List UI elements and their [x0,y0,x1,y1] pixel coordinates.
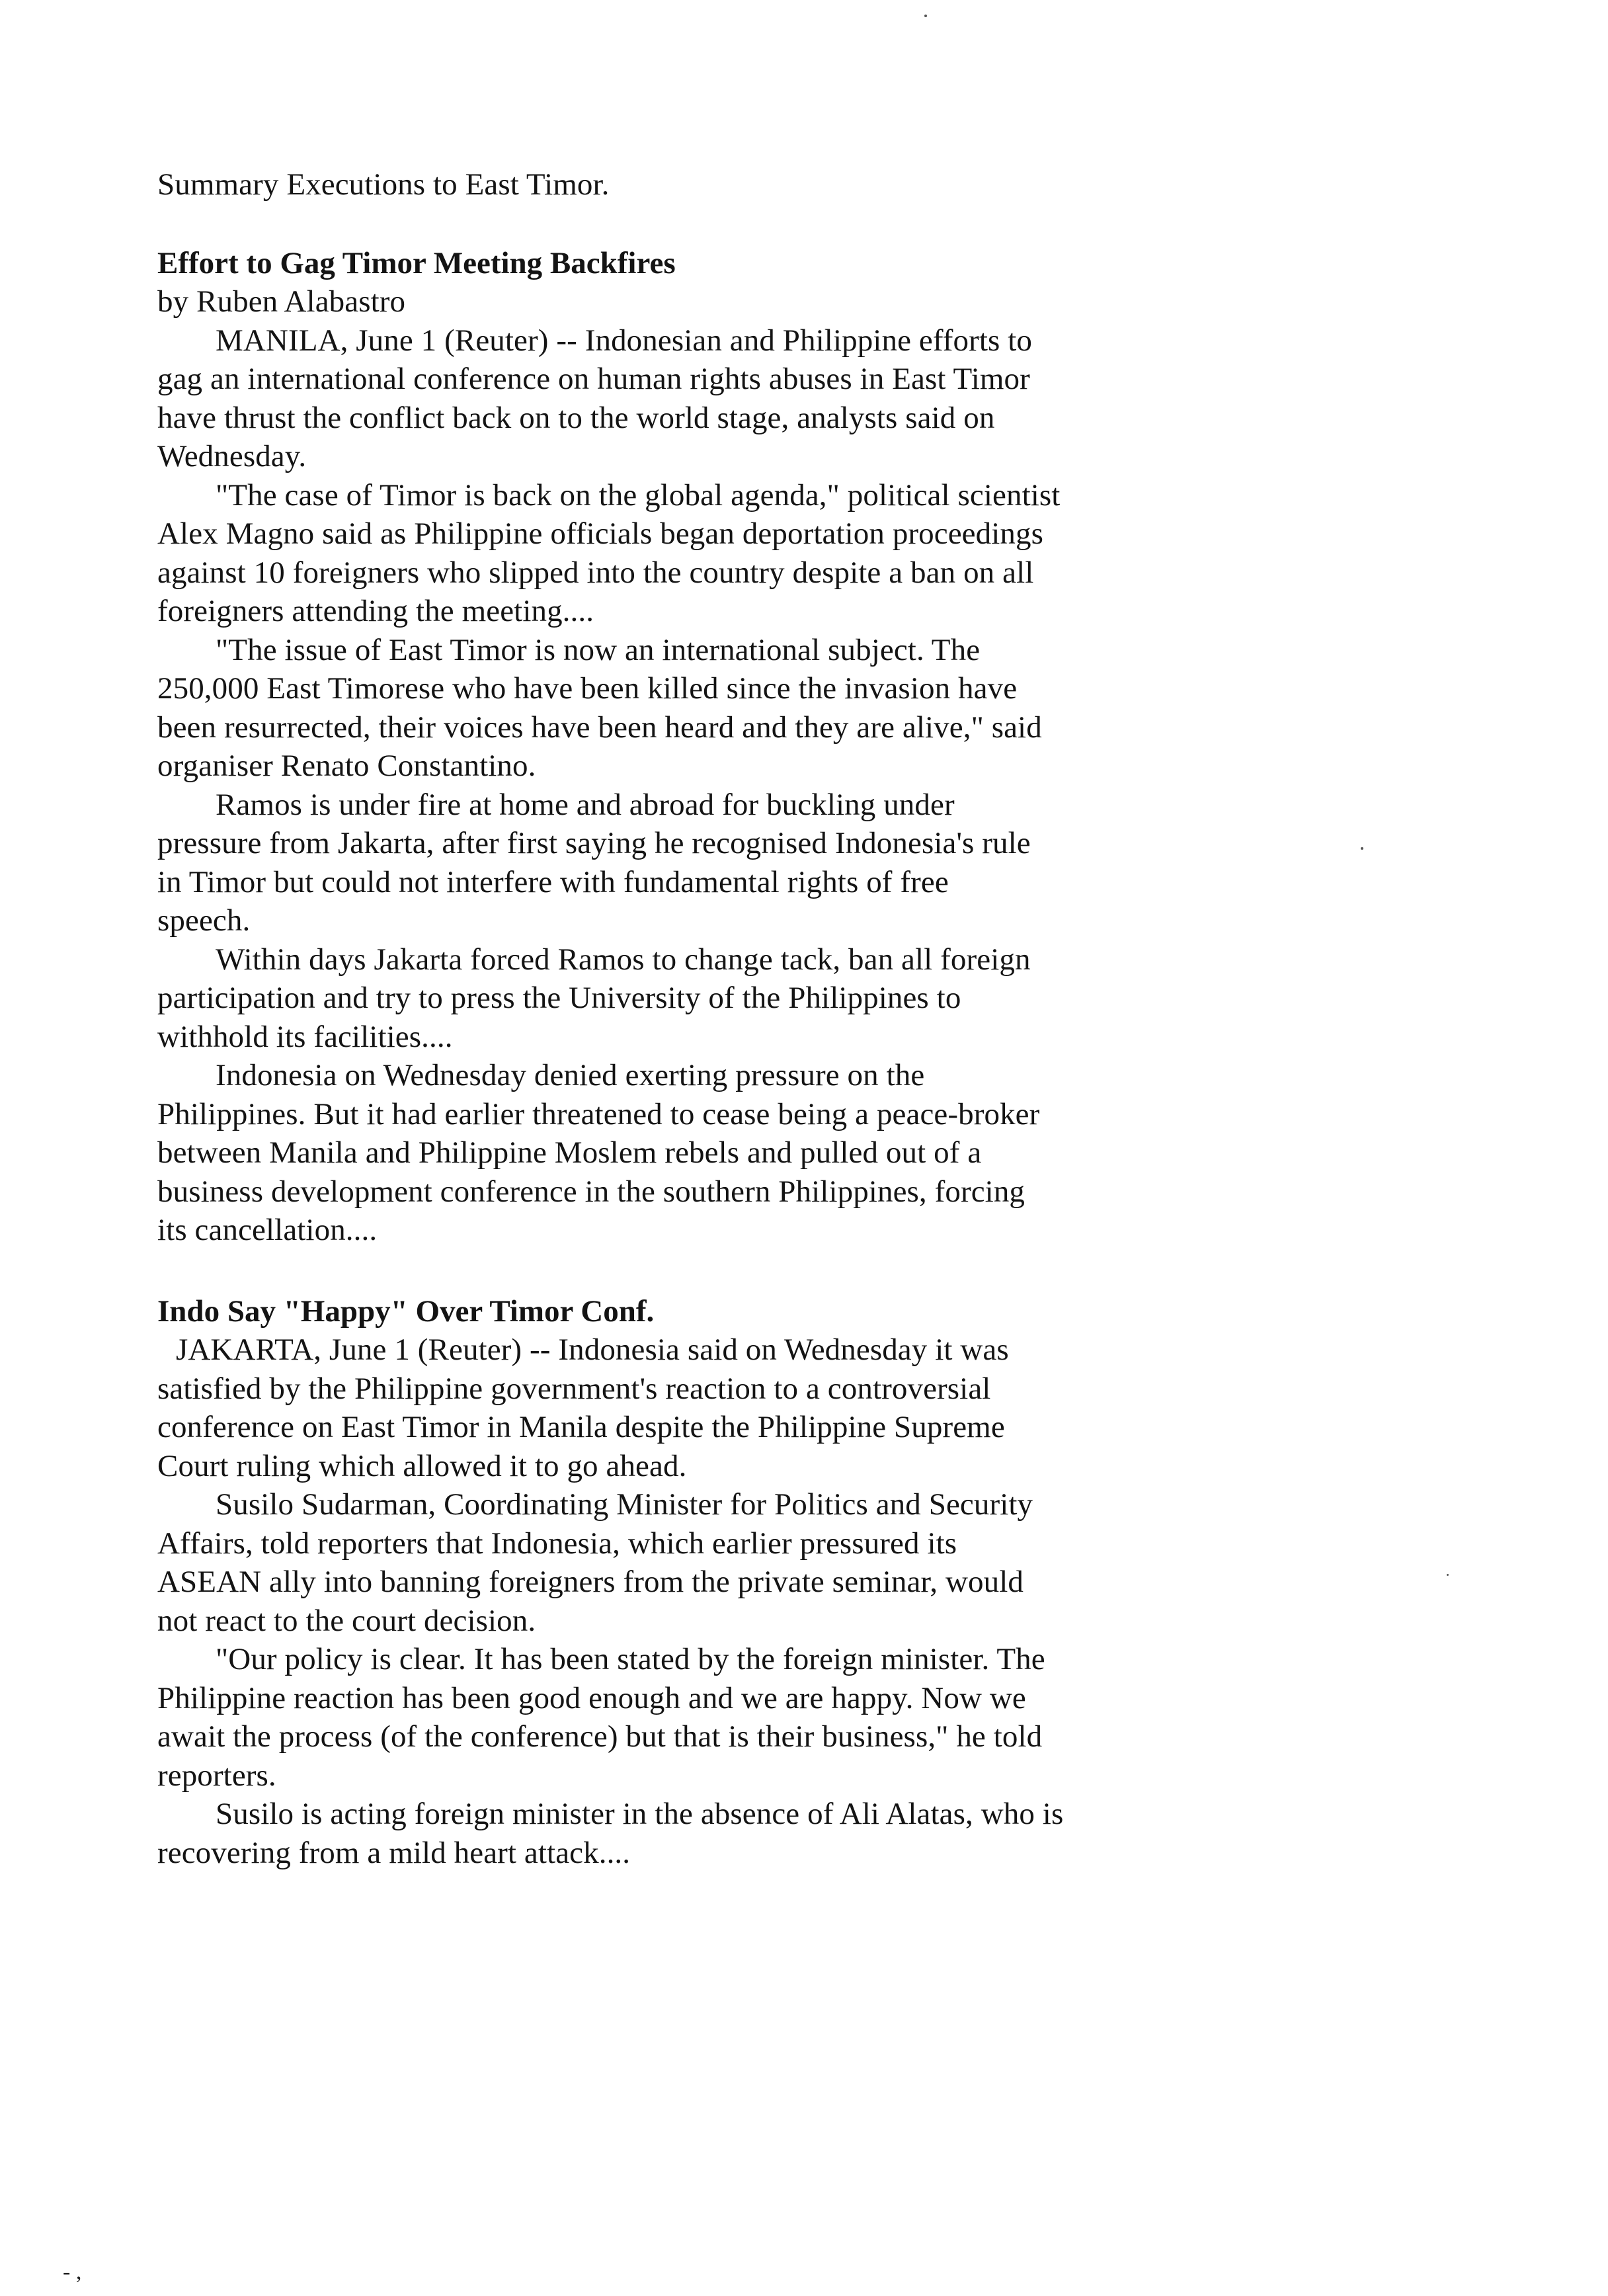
intro-line: Summary Executions to East Timor. [157,167,610,202]
paragraph-line: foreigners attending the meeting.... [157,594,594,628]
paragraph-line: ASEAN ally into banning foreigners from the private seminar, would [157,1565,1024,1599]
paragraph-line: conference on East Timor in Manila despite the Philippine Supreme [157,1410,1005,1444]
paragraph-line: satisfied by the Philippine government's reaction to a controversial [157,1371,991,1406]
paragraph-line: Philippines. But it had earlier threatened to cease being a peace-broker [157,1096,1040,1131]
paragraph-line: 250,000 East Timorese who have been killed since the invasion have [157,671,1018,706]
article-paragraph [157,1795,1176,1872]
article-paragraph [157,1056,1176,1250]
paragraph-line: "The issue of East Timor is now an international subject. The [216,632,981,667]
paragraph-line: its cancellation.... [157,1213,378,1247]
paragraph-line: between Manila and Philippine Moslem rebels and pulled out of a [157,1135,982,1170]
scan-speck [1447,1574,1449,1576]
article-byline: by Ruben Alabastro [157,284,406,319]
paragraph-line: Susilo is acting foreign minister in the absence of Ali Alatas, who is [216,1797,1064,1831]
paragraph-line: Susilo Sudarman, Coordinating Minister for Politics and Security [216,1487,1033,1522]
paragraph-line: await the process (of the conference) but that is their business," he told [157,1719,1043,1754]
paragraph-line: Ramos is under fire at home and abroad for buckling under [216,787,955,822]
paragraph-line: against 10 foreigners who slipped into the country despite a ban on all [157,555,1034,590]
paragraph-line: business development conference in the southern Philippines, forcing [157,1174,1025,1209]
paragraph-line: Indonesia on Wednesday denied exerting pressure on the [216,1058,925,1092]
paragraph-line: not react to the court decision. [157,1603,536,1638]
article-paragraph [157,1331,1176,1485]
paragraph-line: Within days Jakarta forced Ramos to change tack, ban all foreign [216,942,1031,977]
article-paragraph [157,1640,1176,1795]
article-indo-say-happy [157,1292,1176,1873]
paragraph-line: Court ruling which allowed it to go ahead. [157,1448,687,1483]
scan-speck [924,15,927,17]
paragraph-line: Wednesday. [157,439,307,473]
paragraph-line: been resurrected, their voices have been heard and they are alive," said [157,710,1042,745]
article-paragraph [157,476,1176,631]
paragraph-line: withhold its facilities.... [157,1019,453,1054]
paragraph-line: MANILA, June 1 (Reuter) -- Indonesian and Philippine efforts to [216,323,1033,358]
paragraph-line: Philippine reaction has been good enough and we are happy. Now we [157,1680,1026,1715]
document-body [157,165,1176,1872]
paragraph-line: Alex Magno said as Philippine officials began deportation proceedings [157,516,1043,551]
footer-mark: - , [63,2260,82,2284]
paragraph-line: have thrust the conflict back on to the world stage, analysts said on [157,400,995,435]
paragraph-line: reporters. [157,1758,276,1793]
paragraph-line: organiser Renato Constantino. [157,749,536,783]
paragraph-line: participation and try to press the University of the Philippines to [157,981,961,1015]
article-paragraph [157,321,1176,476]
scan-speck [1361,847,1363,850]
article-headline: Effort to Gag Timor Meeting Backfires [157,245,676,280]
article-paragraph [157,786,1176,940]
paragraph-line: "Our policy is clear. It has been stated by the foreign minister. The [216,1642,1045,1676]
article-headline: Indo Say "Happy" Over Timor Conf. [157,1293,655,1329]
paragraph-line: speech. [157,903,251,938]
paragraph-line: recovering from a mild heart attack.... [157,1835,631,1870]
paragraph-line: Affairs, told reporters that Indonesia, which earlier pressured its [157,1526,957,1561]
paragraph-line: gag an international conference on human rights abuses in East Timor [157,362,1030,396]
article-paragraph [157,631,1176,786]
article-effort-to-gag [157,244,1176,1250]
article-paragraph [157,1485,1176,1640]
paragraph-line: pressure from Jakarta, after first saying he recognised Indonesia's rule [157,826,1031,860]
paragraph-line: "The case of Timor is back on the global agenda," political scientist [216,477,1061,512]
article-paragraph [157,940,1176,1057]
paragraph-line: JAKARTA, June 1 (Reuter) -- Indonesia said on Wednesday it was [176,1332,1009,1367]
paragraph-line: in Timor but could not interfere with fundamental rights of free [157,864,949,899]
